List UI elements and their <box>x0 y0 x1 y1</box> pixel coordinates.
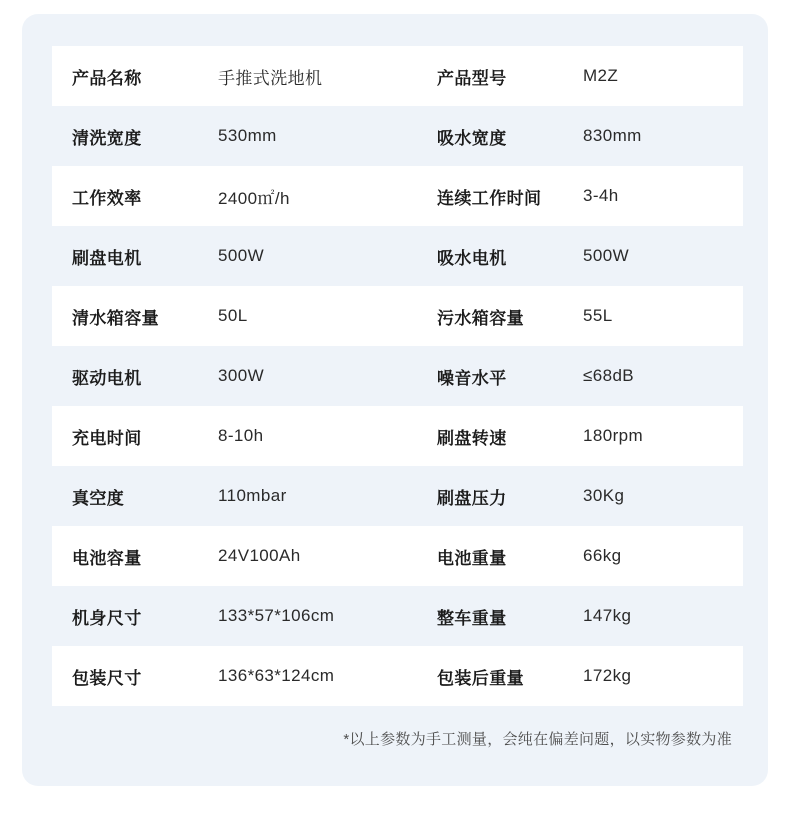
spec-label: 噪音水平 <box>437 368 507 388</box>
spec-value: 500W <box>218 246 265 265</box>
spec-label: 工作效率 <box>72 188 142 208</box>
spec-value: 300W <box>218 366 265 385</box>
spec-label: 刷盘转速 <box>437 428 507 448</box>
spec-value: 110mbar <box>218 486 287 505</box>
spec-value: 172kg <box>583 666 632 685</box>
spec-label: 产品名称 <box>72 68 142 88</box>
spec-label: 产品型号 <box>437 68 507 88</box>
table-row <box>52 406 743 466</box>
spec-label: 包装后重量 <box>437 668 524 688</box>
spec-label: 刷盘电机 <box>72 248 142 268</box>
spec-label: 充电时间 <box>72 428 142 448</box>
spec-value: 50L <box>218 306 248 325</box>
spec-value: 500W <box>583 246 630 265</box>
specification-table-body <box>52 46 743 706</box>
spec-label: 污水箱容量 <box>437 308 524 328</box>
spec-label: 驱动电机 <box>72 368 142 388</box>
spec-value: 手推式洗地机 <box>218 68 323 88</box>
table-row <box>52 646 743 706</box>
table-row <box>52 226 743 286</box>
spec-value: 30Kg <box>583 486 625 505</box>
spec-value: M2Z <box>583 66 619 85</box>
spec-label: 吸水电机 <box>437 248 507 268</box>
spec-value: 147kg <box>583 606 632 625</box>
table-row <box>52 166 743 226</box>
spec-value: ≤68dB <box>583 366 635 385</box>
spec-label: 清洗宽度 <box>72 128 142 148</box>
spec-value: 180rpm <box>583 426 644 445</box>
spec-value: 24V100Ah <box>218 546 301 565</box>
table-row <box>52 286 743 346</box>
spec-value: 8-10h <box>218 426 264 445</box>
spec-value: 530mm <box>218 126 277 145</box>
spec-label: 电池重量 <box>437 548 507 568</box>
table-row <box>52 526 743 586</box>
spec-label: 连续工作时间 <box>437 188 542 208</box>
specification-card <box>22 14 768 786</box>
spec-label: 电池容量 <box>72 548 142 568</box>
specification-table <box>52 46 743 706</box>
table-row <box>52 346 743 406</box>
spec-value: 2400㎡/h <box>218 188 290 208</box>
footnote: *以上参数为手工测量，会纯在偏差问题，以实物参数为准 <box>343 731 732 748</box>
spec-value: 133*57*106cm <box>218 606 335 625</box>
spec-value: 66kg <box>583 546 622 565</box>
spec-label: 机身尺寸 <box>72 608 142 628</box>
table-row <box>52 466 743 526</box>
spec-label: 清水箱容量 <box>72 308 159 328</box>
table-row <box>52 106 743 166</box>
table-row <box>52 46 743 106</box>
table-row <box>52 586 743 646</box>
spec-label: 真空度 <box>72 488 125 508</box>
spec-label: 包装尺寸 <box>72 668 142 688</box>
spec-value: 830mm <box>583 126 642 145</box>
spec-value: 3-4h <box>583 186 619 205</box>
spec-label: 整车重量 <box>437 608 507 628</box>
spec-label: 吸水宽度 <box>437 128 507 148</box>
spec-label: 刷盘压力 <box>437 488 507 508</box>
spec-value: 136*63*124cm <box>218 666 335 685</box>
spec-value: 55L <box>583 306 613 325</box>
